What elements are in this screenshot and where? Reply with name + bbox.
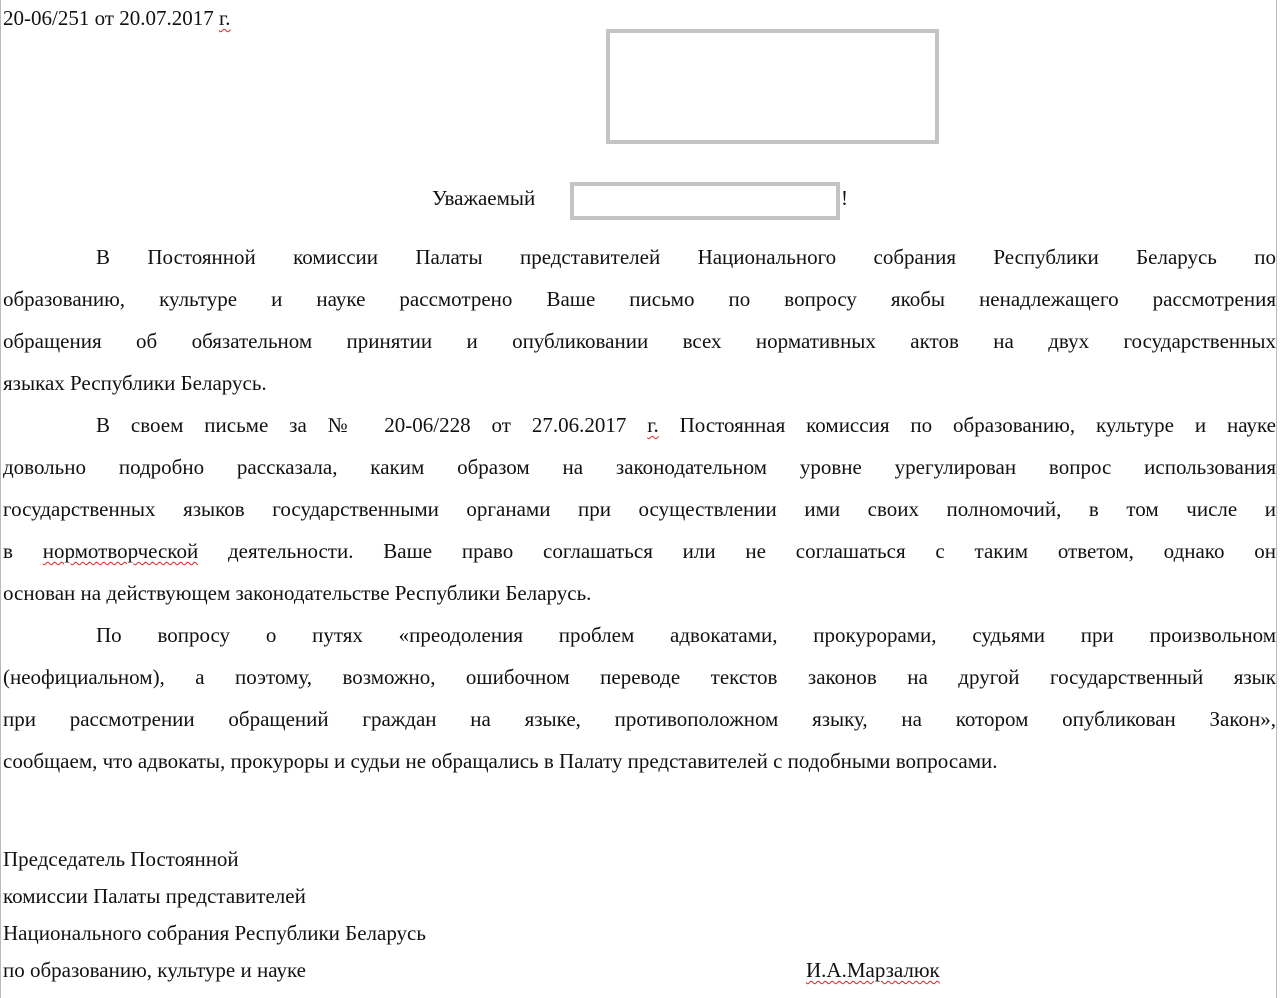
paragraph-line: довольно подробно рассказала, каким образом на законодательном уровне урегулирован вопрос использования [3,455,1276,479]
signature-title-line: комиссии Палаты представителей [3,884,306,908]
paragraph-line: В Постоянной комиссии Палаты представителей Национального собрания Республики Беларусь по [96,245,1276,269]
reference-number [3,3,230,33]
paragraph [3,236,1276,404]
paragraph-line: при рассмотрении обращений граждан на языке, противоположном языку, на котором опубликован Закон», [3,707,1276,731]
redacted-name-box [570,182,840,220]
signature-title-line: Председатель Постоянной [3,847,239,871]
greeting-word: Уважаемый [432,186,536,210]
paragraph-line: обращения об обязательном принятии и опубликовании всех нормативных актов на двух государственных [3,329,1276,353]
paragraph-line: сообщаем, что адвокаты, прокуроры и судьи не обращались в Палату представителей с подобными вопросами. [3,749,998,773]
redacted-address-box [606,29,939,144]
signatory-name-text: И.А.Марзалюк [806,958,940,982]
paragraph-line: языках Республики Беларусь. [3,371,267,395]
paragraph-line: образованию, культуре и науке рассмотрено Ваше письмо по вопросу якобы ненадлежащего рассмотрения [3,287,1276,311]
paragraph [3,614,1276,782]
letter-body [3,236,1276,782]
signature-title-line: Национального собрания Республики Беларусь [3,921,426,945]
signature-block [3,841,426,989]
paragraph-line: (неофициальном), а поэтому, возможно, ошибочном переводе текстов законов на другой государственный язык [3,665,1276,689]
paragraph-line: государственных языков государственными органами при осуществлении ими своих полномочий, в том числе и [3,497,1276,521]
paragraph-line: В своем письме за № 20-06/228 от 27.06.2017 г. Постоянная комиссия по образованию, культуре и науке [96,413,1276,437]
paragraph-line: По вопросу о путях «преодоления проблем адвокатами, прокурорами, судьями при произвольном [96,623,1276,647]
paragraph-line: основан на действующем законодательстве Республики Беларусь. [3,581,592,605]
greeting-punct: ! [841,186,848,210]
ref-number-text: 20-06/251 от 20.07.2017 [3,6,214,30]
paragraph [3,404,1276,614]
ref-suffix: г. [218,6,231,30]
signature-title-line: по образованию, культуре и науке [3,958,306,982]
paragraph-line: в нормотворческой деятельности. Ваше право соглашаться или не соглашаться с таким ответом, однако он [3,539,1276,563]
signatory-name [806,952,940,989]
